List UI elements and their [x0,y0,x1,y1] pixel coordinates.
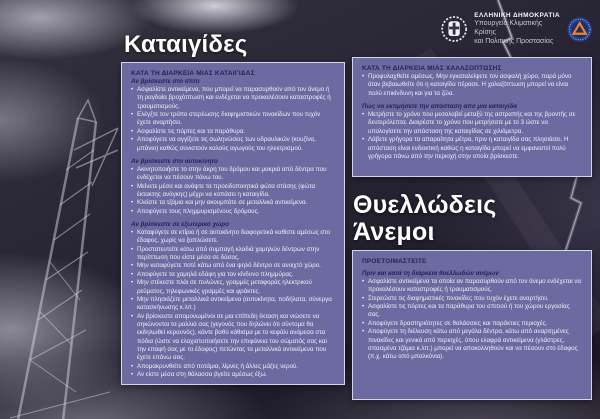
section-outdoors [131,221,335,379]
section-outdoors-bullets [131,229,335,379]
bullet-item: • Καταφύγετε σε κτίριο ή σε αυτοκίνητο διαφορετικά καθίστε αμέσως στο έδαφος, χωρίς να ξαπλώσετε. [131,229,335,246]
bullet-item: • Προφυλαχθείτε αμέσως. Μην εγκαταλείψετε τον ασφαλή χώρο, παρά μόνο όταν βεβαιωθείτε ότι η καταιγίδα πέρασε. Η χαλαζόπτωση μπορεί να είναι πολύ επικίνδυνη και για τα ζώα. [362,73,582,98]
bullet-item: • Μην στέκεστε πλάι σε πυλώνες, γραμμές μεταφοράς ηλεκτρικού ρεύματος, τηλεφωνικές γραμμές και φράκτες. [131,279,335,296]
section-outdoors-subheading: Αν βρίσκεστε σε εξωτερικό χώρο [131,221,229,229]
bullet-item: • Ασφαλίστε τις πόρτες και τα παράθυρα. [131,128,335,136]
gale-winds-title [353,192,496,246]
bullet-item: • Ασφαλίστε αντικείμενα, που μπορεί να παρασυρθούν από τον άνεμο ή τη ραγδαία βροχόπτωση και ενδέχεται να προκαλέσουν καταστροφές ή τραυματισμούς. [131,86,335,111]
section-in-car [131,158,335,216]
bullet-item: • Αν βρίσκεστε απομονωμένοι σε μια επίπεδη έκταση και νιώσετε να σηκώνονται τα μαλλιά σας (γεγονός που δηλώνει ότι σύντομα θα εκδηλωθεί κεραυνός), κάντε βαθύ κάθισμα με το κεφάλι ανάμεσα στα πόδια (ώστε να ελαχιστοποιήσετε την επιφάνεια του σώματός σας και την επαφή σας με το έδαφος) πετώντας τα μεταλλικά αντικείμενα που έχετε επάνω σας. [131,313,335,363]
bullet-item: • Ελέγξτε τον τρόπο στερέωσης διαφημιστικών πινακίδων που τυχόν έχετε αναρτήσει. [131,111,335,128]
gale-winds-subheading: Πριν και κατά τη διάρκεια θυελλωδών ανέμων [362,270,499,277]
bullet-item: • Μην πλησιάζετε μεταλλικά αντικείμενα (αυτοκίνητα, ποδήλατα, σύνεργα κατασκήνωσης κ.λπ.) [131,296,335,313]
storms-title: Καταιγίδες [124,31,248,58]
bullet-item: • Αν είστε μέσα στη θάλασσα βγείτε αμέσως έξω. [131,371,335,379]
bullet-item: • Απομακρυνθείτε από ποτάμια, λίμνες ή άλλες μάζες νερού. [131,363,335,371]
storm-distance-subheading: Πώς να εκτιμήσετε την απόσταση από μια καταιγίδα [362,103,518,111]
bullet-item: • Αποφύγετε τη διέλευση κάτω από μεγάλα δέντρα, κάτω από αναρτημένες πινακίδες και γενικά από περιοχές, όπου ελαφρά αντικείμενα (γλάστρες, σπασμένα τζάμια κ.λπ.) μπορεί να αποκολληθούν και να πέσουν στο έδαφος (π.χ. κάτω από μπαλκόνια). [362,328,582,361]
ministry-name-line2: και Πολιτικής Προστασίας [474,37,554,45]
bullet-item: • Αποφύγετε να αγγίζετε τις σωληνώσεις των υδραυλικών (κουζίνα, μπάνιο) καθώς συνιστούν καλούς αγωγούς του ηλεκτρισμού. [131,136,335,153]
hailstorm-main-bullet-list [362,73,582,98]
bullet-item: • Λάβετε γρήγορα τα απαραίτητα μέτρα, πριν η καταιγίδα σας πλησιάσει. Η απόσταση είναι ενδεικτική καθώς η καταιγίδα μπορεί να εμφανιστεί πολύ γρήγορα πάνω από την περιοχή στην οποία βρίσκεστε. [362,136,582,161]
ministry-text-block [474,12,560,46]
bullet-item: • Προστατευτείτε κάτω από συμπαγή κλαδιά χαμηλών δέντρων στην περίπτωση που είστε μέσα σε δάσος. [131,246,335,263]
greek-republic-emblem-icon [440,13,468,45]
government-header [440,12,592,46]
section-at-home-subheading: Αν βρίσκεστε στο σπίτι [131,78,200,85]
bullet-item: • Αποφύγετε τους πλημμυρισμένους δρόμους. [131,208,335,216]
power-pylon-graphic [10,100,118,419]
bullet-item: • Μετρήστε το χρόνο που μεσολαβεί μεταξύ της αστραπής και της βροντής σε δευτερόλεπτα. Διαιρέστε το χρόνο που μετρήσατε με το 3 ώστε να υπολογίσετε την απόσταση της καταιγίδας σε χιλιόμετρα. [362,111,582,136]
civil-protection-logo-icon [567,16,592,43]
section-at-home [131,78,335,153]
republic-label: ΕΛΛΗΝΙΚΗ ΔΗΜΟΚΡΑΤΙΑ [474,12,560,19]
ministry-name-line1: Υπουργείο Κλιματικής Κρίσης [474,20,543,36]
section-at-home-bullets [131,86,335,153]
thunderstorm-panel [121,62,345,385]
bullet-item: • Ακινητοποιήστε το στην άκρη του δρόμου και μακριά από δέντρα που ενδέχεται να πέσουν πάνω του. [131,166,335,183]
prepare-heading: ΠΡΟΕΤΟΙΜΑΣΤΕΙΤΕ [362,258,427,265]
hailstorm-panel-heading: ΚΑΤΑ ΤΗ ΔΙΑΡΚΕΙΑ ΜΙΑΣ ΧΑΛΑΖΟΠΤΩΣΗΣ [362,65,502,72]
bullet-item: • Ασφαλίστε τις πόρτες και τα παράθυρα του σπιτιού ή του χώρου εργασίας σας. [362,303,582,320]
hailstorm-panel [352,57,592,177]
gale-winds-bullets [362,278,582,362]
bullet-item: • Αποφύγετε τα χαμηλά εδάφη για τον κίνδυνο πλημμύρας. [131,271,335,279]
section-in-car-subheading: Αν βρίσκεστε στο αυτοκίνητο [131,157,218,165]
bullet-item: • Κλείστε τα τζάμια και μην ακουμπάτε σε μεταλλικά αντικείμενα. [131,199,335,207]
bullet-item: • Μην καταφύγετε ποτέ κάτω από ένα ψηλό δέντρο σε ανοιχτό χώρο. [131,262,335,270]
gale-winds-title-line2: Άνεμοι [353,218,435,246]
bullet-item: • Ασφαλίστε αντικείμενα τα οποία αν παρασυρθούν από τον άνεμο ενδέχεται να προκαλέσουν καταστροφές ή τραυματισμούς. [362,278,582,295]
section-in-car-bullets [131,166,335,216]
bullet-item: • Αποφύγετε δραστηριότητες σε θαλάσσιες και παράκτιες περιοχές. [362,320,582,328]
thunderstorm-panel-heading: ΚΑΤΑ ΤΗ ΔΙΑΡΚΕΙΑ ΜΙΑΣ ΚΑΤΑΙΓΙΔΑΣ [131,70,255,77]
storm-distance-bullets [362,111,582,161]
gale-winds-title-line1: Θυελλώδεις [353,191,497,219]
gale-winds-panel [352,250,592,400]
bullet-item: • Μείνετε μέσα και ανάψτε τα προειδοποιητικά φώτα στάσης (φώτα έκτακτης ανάγκης) μέχρι να κοπάσει η καταιγίδα. [131,183,335,200]
bullet-item: • Στερεώστε τις διαφημιστικές πινακίδες που τυχόν έχετε αναρτήσει. [362,295,582,303]
